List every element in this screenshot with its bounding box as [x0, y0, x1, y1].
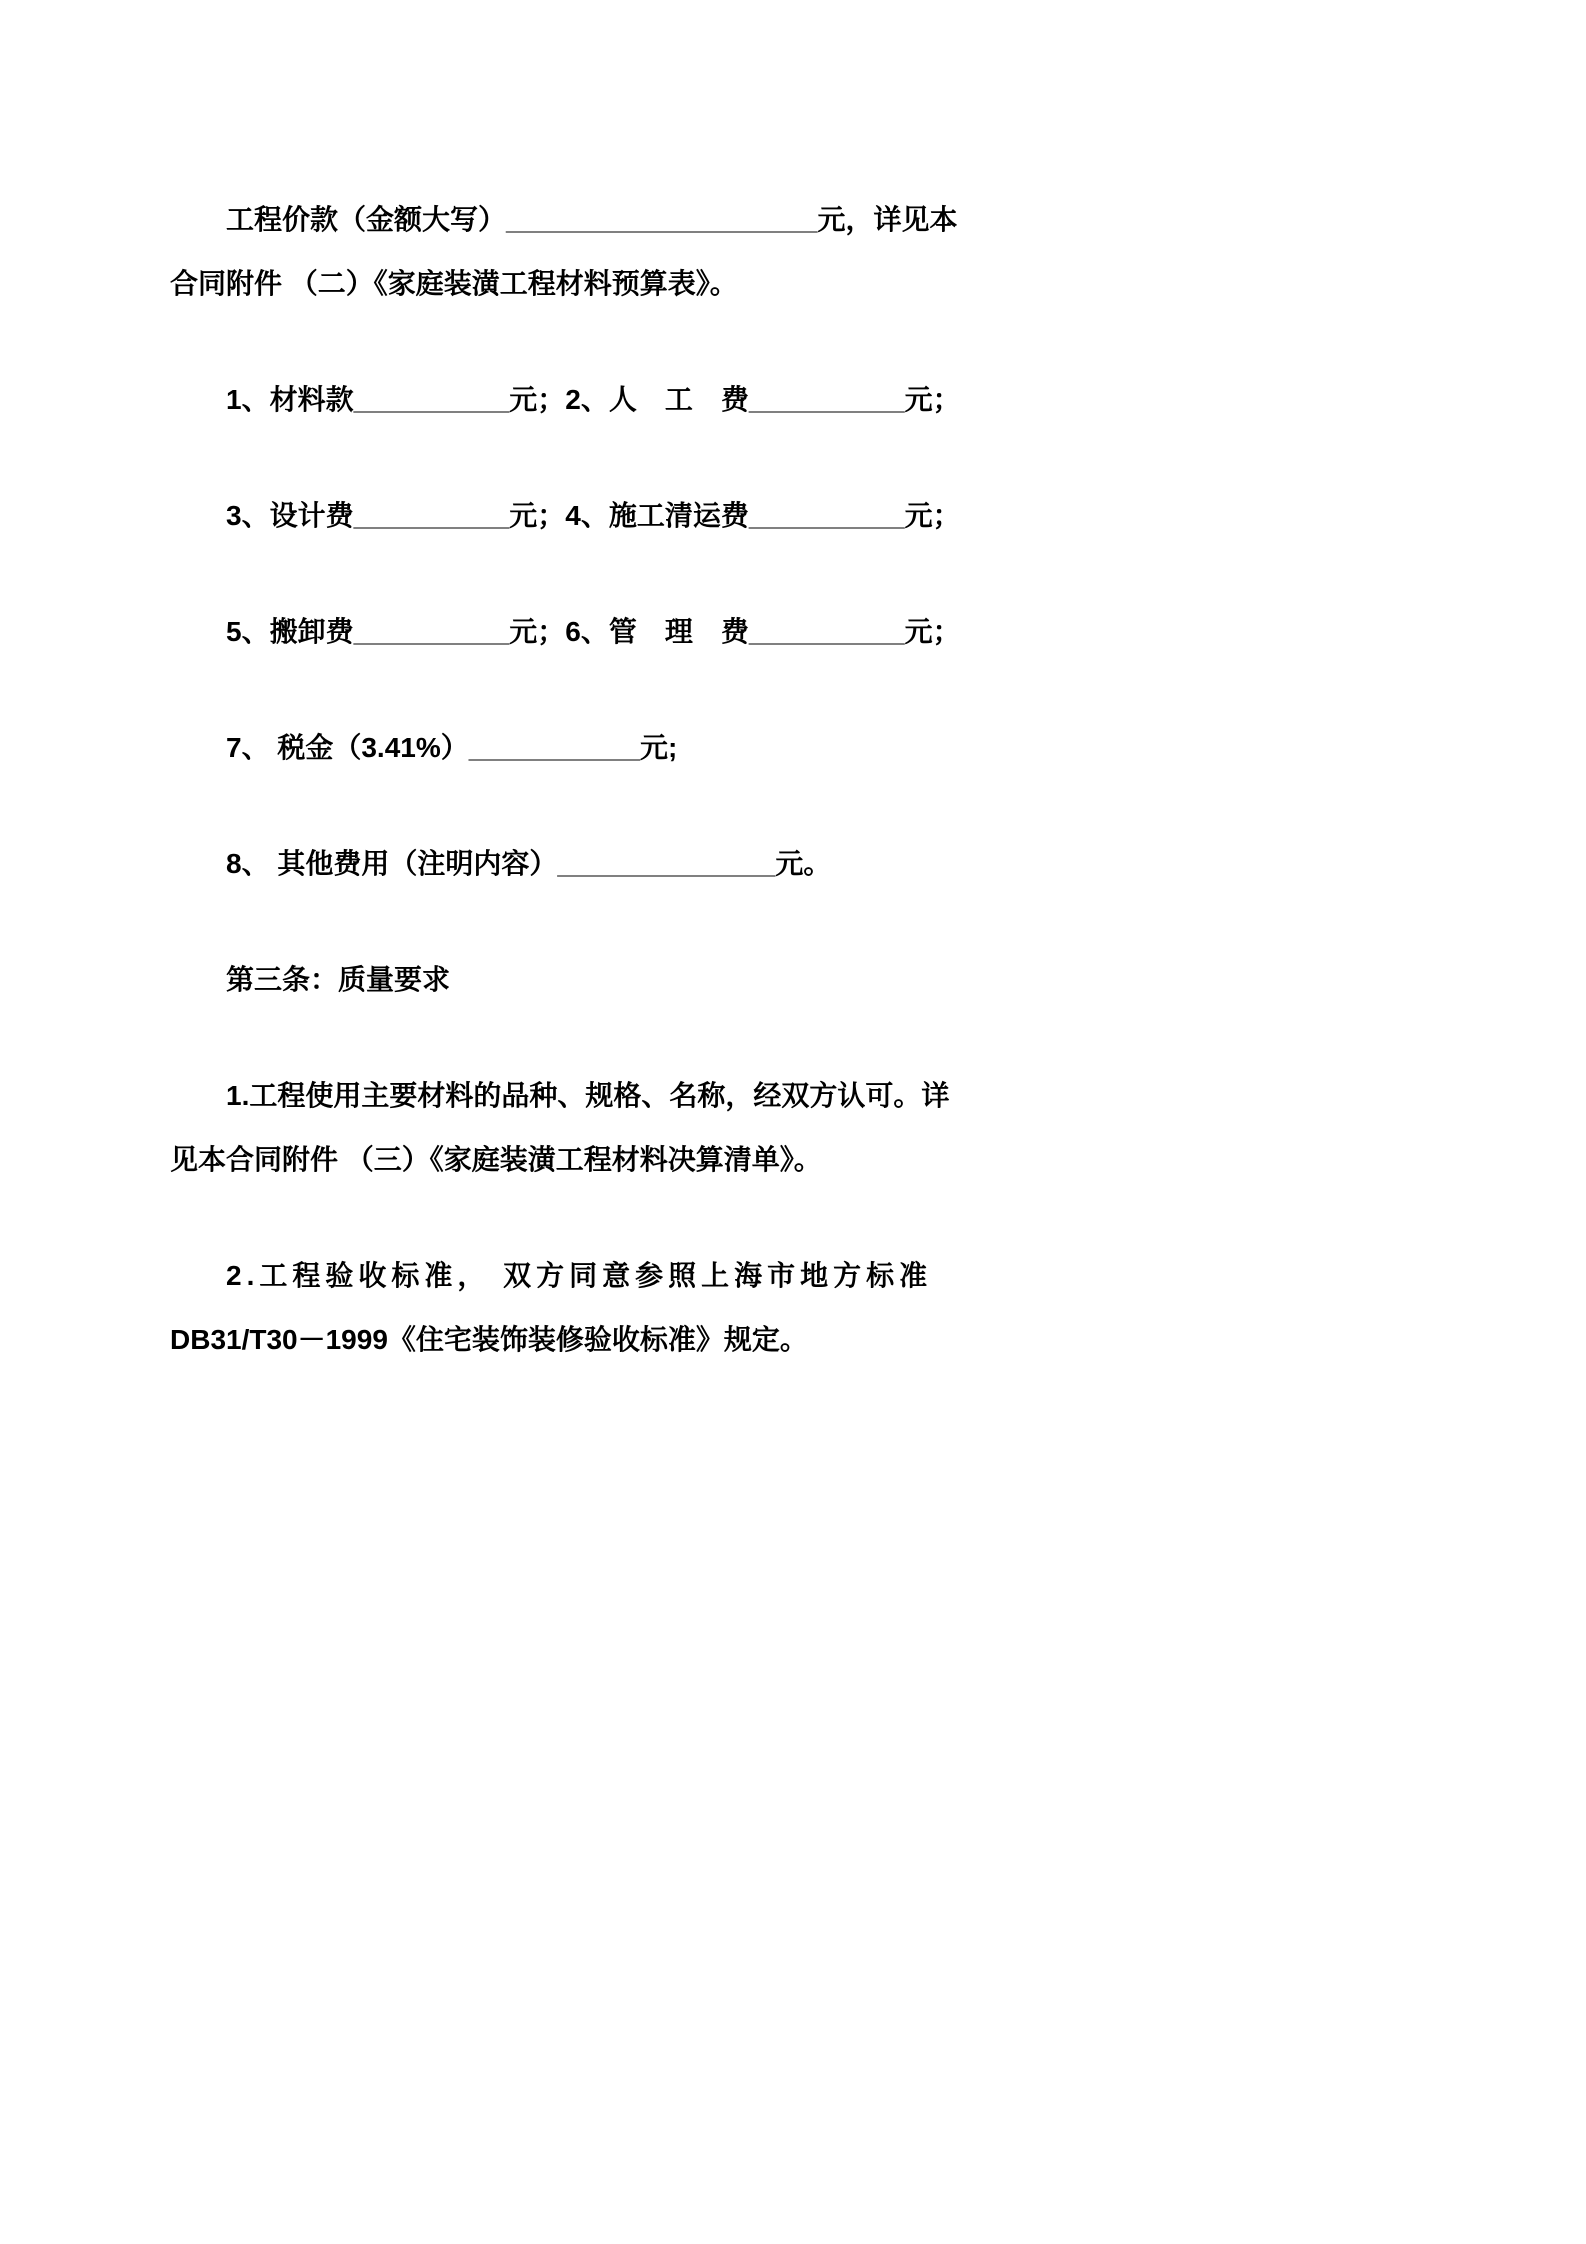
text-line: 8、 其他费用（注明内容）______________元。	[226, 848, 832, 879]
paragraph-fee-items-3-4	[170, 484, 1436, 548]
text-line: 5、搬卸费__________元；6、管 理 费__________元；	[226, 616, 961, 647]
paragraph-fee-items-5-6	[170, 600, 1436, 664]
text-line: 见本合同附件 （三）《家庭装潢工程材料决算清单》。	[170, 1144, 822, 1175]
paragraph-quality-clause-2	[170, 1244, 1436, 1372]
paragraph-quality-clause-1	[170, 1064, 1436, 1192]
text-line: 2.工程验收标准， 双方同意参照上海市地方标准	[226, 1260, 933, 1291]
paragraph-fee-item-7	[170, 716, 1436, 780]
heading-line: 第三条：质量要求	[226, 964, 451, 995]
paragraph-fee-item-8	[170, 832, 1436, 896]
text-line: 7、 税金（3.41%）___________元;	[226, 732, 678, 763]
text-line: 1.工程使用主要材料的品种、规格、名称，经双方认可。详	[226, 1080, 950, 1111]
article-3-heading	[170, 948, 1436, 1012]
text-line: 3、设计费__________元；4、施工清运费__________元；	[226, 500, 961, 531]
paragraph-project-price	[170, 188, 1436, 316]
text-line: DB31/T30－1999《住宅装饰装修验收标准》规定。	[170, 1324, 808, 1355]
paragraph-fee-items-1-2	[170, 368, 1436, 432]
text-line: 工程价款（金额大写）____________________元，详见本	[226, 204, 958, 235]
text-line: 1、材料款__________元；2、人 工 费__________元；	[226, 384, 961, 415]
contract-body	[170, 188, 1436, 1424]
text-line: 合同附件 （二）《家庭装潢工程材料预算表》。	[170, 268, 738, 299]
